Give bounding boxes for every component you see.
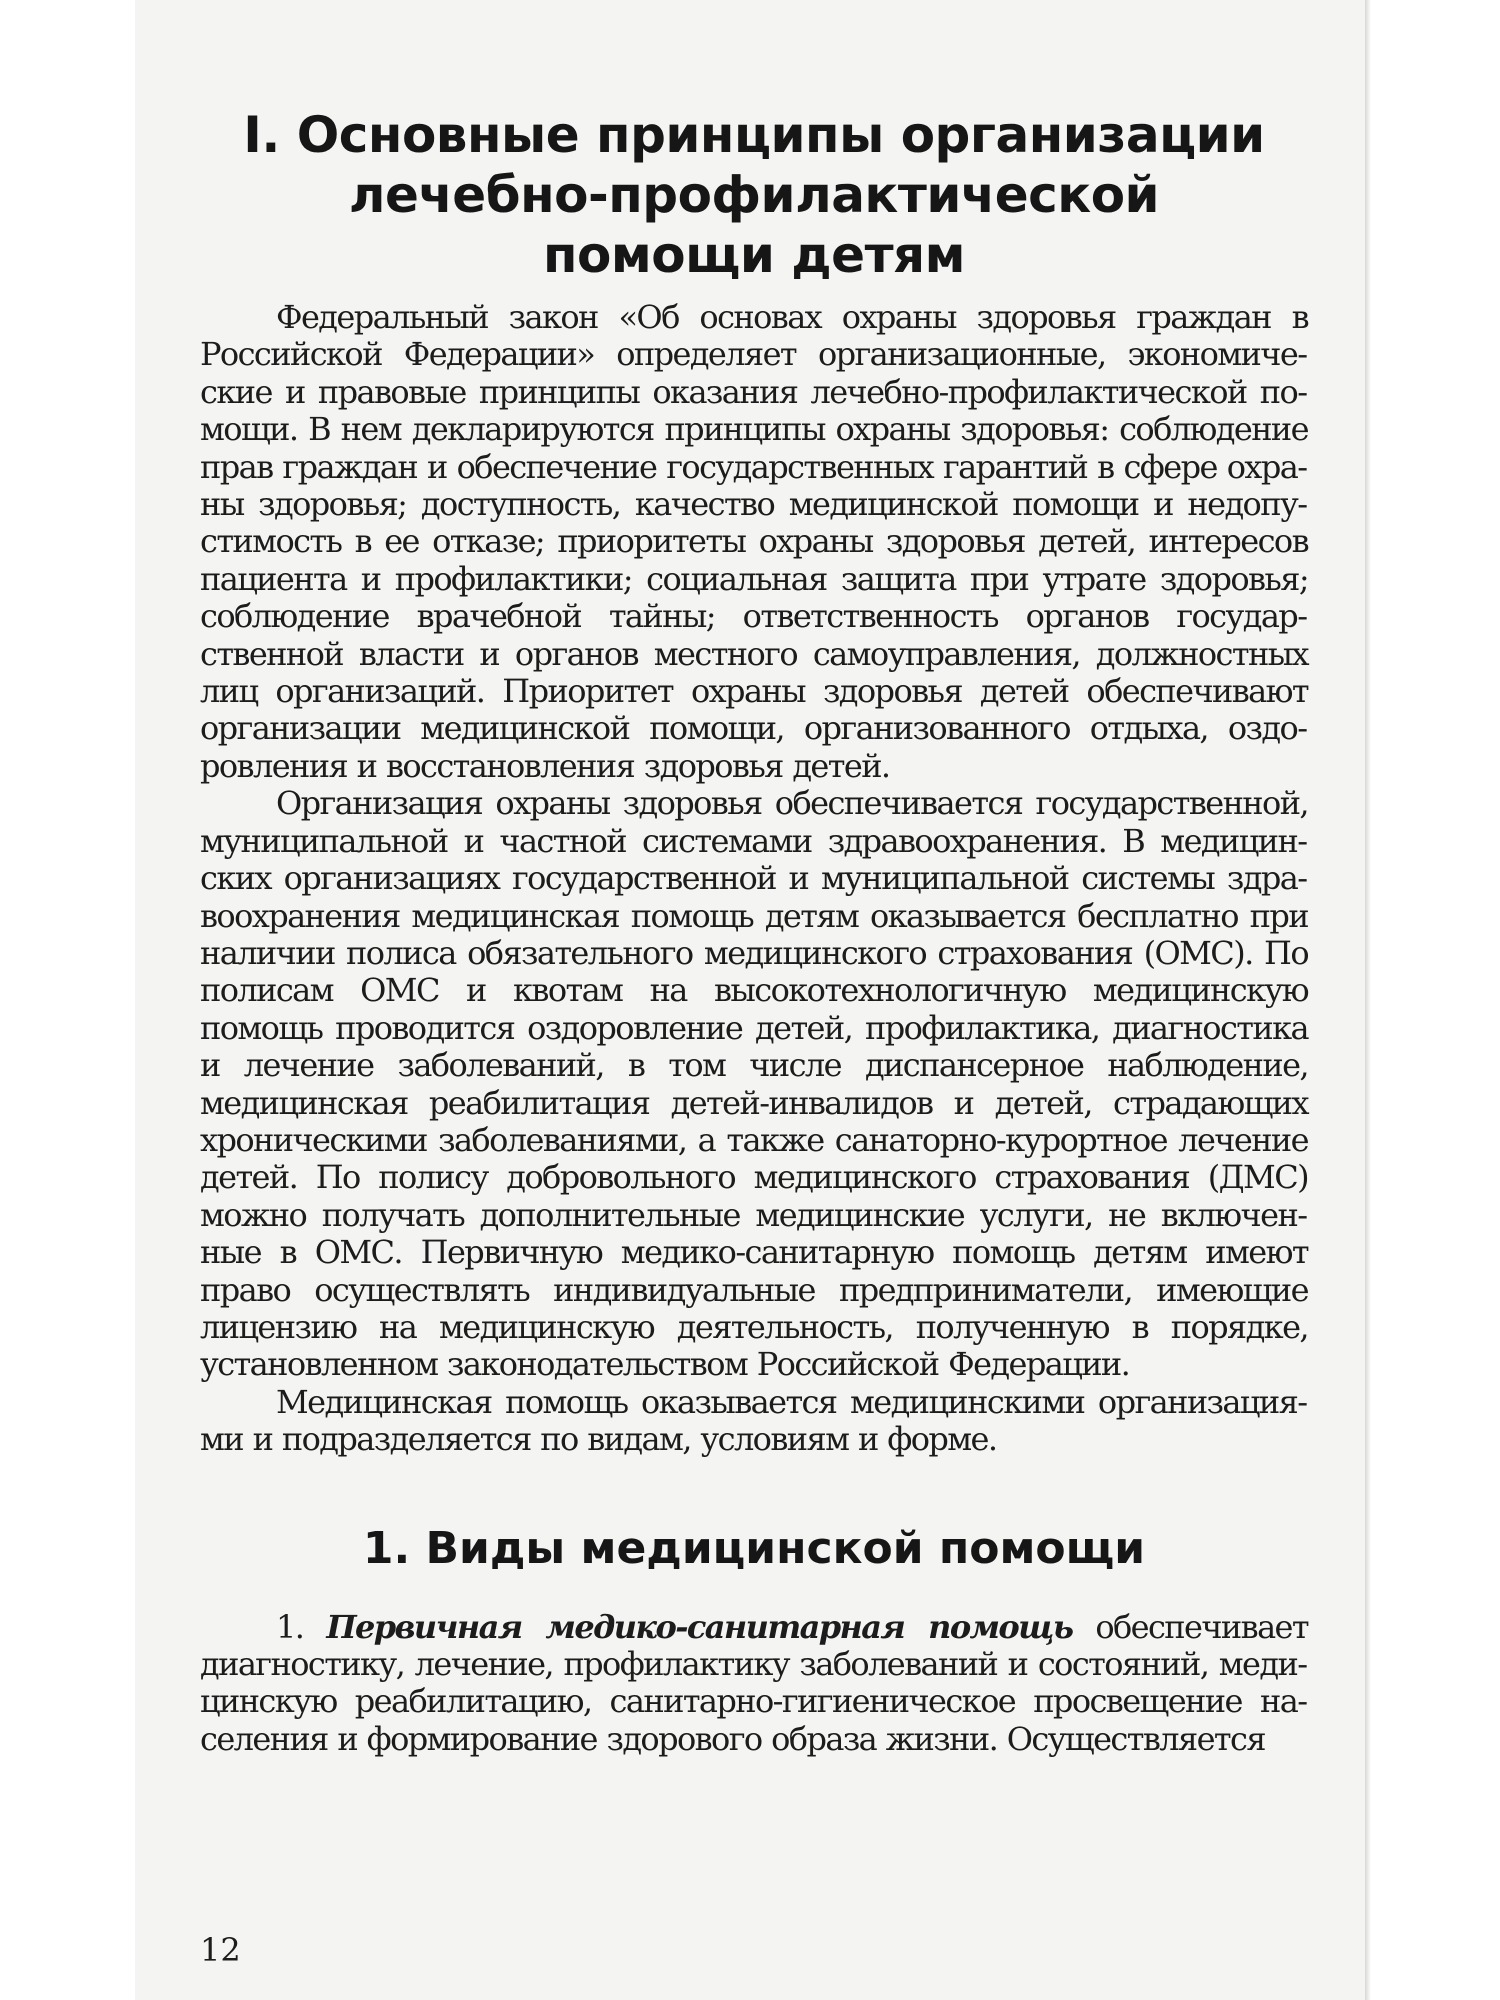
paragraph-3: Медицинская помощь оказывается медицинскими организациями и подразделяется по видам, условиям и форме.	[200, 1382, 1308, 1459]
page-edge	[1365, 0, 1371, 2000]
paragraph-1: Федеральный закон «Об основах охраны здоровья граждан в Российской Федерации» определяет организационные, экономические и правовые принципы оказания лечебно-профилактической помощи. В нем декларируются принципы охраны здоровья: соблюдение прав граждан и обеспечение государственных гарантий в сфере охраны здоровья; доступность, качество медицинской помощи и недопустимость в ее отказе; приоритеты охраны здоровья детей, интересов пациента и профилактики; социальная защита при утрате здоровья; соблюдение врачебной тайны; ответственность органов государственной власти и органов местного самоуправления, должностных лиц организаций. Приоритет охраны здоровья детей обеспечивают организации медицинской помощи, организованного отдыха, оздоровления и восстановления здоровья детей.	[200, 298, 1308, 785]
chapter-title	[200, 105, 1308, 285]
chapter-title-line-1: I. Основные принципы организации	[243, 106, 1265, 164]
item-text: обеспечивает диагностику, лечение, профилактику заболеваний и состояний, медицинскую реабилитацию, санитарно-гигиеническое просвещение населения и формирование здорового образа жизни. Осуществляется	[200, 1607, 1308, 1758]
chapter-title-line-3: помощи детям	[542, 226, 966, 284]
page-number: 12	[200, 1931, 241, 1969]
item-term: Первичная медико-санитарная помощь	[326, 1607, 1073, 1646]
section-title: 1. Виды медицинской помощи	[362, 1522, 1146, 1574]
item-number: 1.	[276, 1607, 304, 1646]
paragraph-2: Организация охраны здоровья обеспечивается государственной, муниципальной и частной системами здравоохранения. В медицинских организациях государственной и муниципальной системы здравоохранения медицинская помощь детям оказывается бесплатно при наличии полиса обязательного медицинского страхования (ОМС). По полисам ОМС и квотам на высокотехнологичную медицинскую помощь проводится оздоровление детей, профилактика, диагностика и лечение заболеваний, в том числе диспансерное наблюдение, медицинская реабилитация детей-инвалидов и детей, страдающих хроническими заболеваниями, а также санаторно-курортное лечение детей. По полису добровольного медицинского страхования (ДМС) можно получать дополнительные медицинские услуги, не включенные в ОМС. Первичную медико-санитарную помощь детям имеют право осуществлять индивидуальные предприниматели, имеющие лицензию на медицинскую деятельность, полученную в порядке, установленном законодательством Российской Федерации.	[200, 784, 1308, 1384]
chapter-title-line-2: лечебно-профилактической	[348, 166, 1160, 224]
page-content	[200, 105, 1308, 1758]
section-paragraph-1	[200, 1609, 1308, 1759]
